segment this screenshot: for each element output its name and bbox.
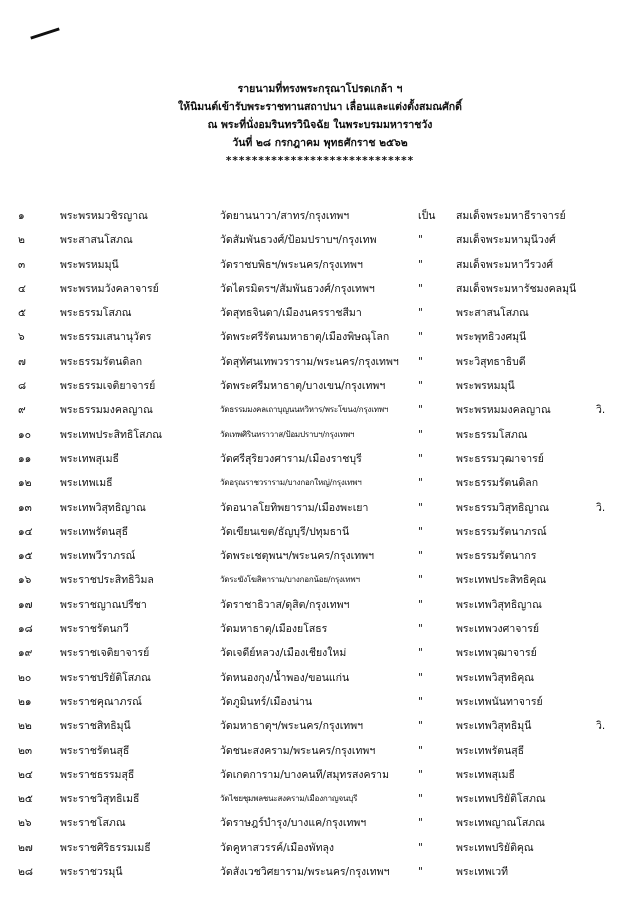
- connector-text: ": [418, 623, 423, 636]
- entry-note: วิ.: [596, 720, 606, 733]
- monk-current-title: พระราชสิทธิมุนี: [60, 720, 131, 733]
- list-item: [18, 447, 630, 471]
- monk-current-title: พระพรหมมุนี: [60, 258, 119, 271]
- entry-number: ๑๗: [18, 598, 33, 611]
- pen-stroke-mark: [30, 27, 59, 39]
- header-line-3: ณ พระที่นั่งอมรินทรวินิจฉัย ในพระบรมมหาราชวัง: [207, 119, 433, 131]
- temple-location: วัดสุทธจินดา/เมืองนครราชสีมา: [220, 307, 362, 320]
- temple-location: วัดเทพศิรินทราวาส/ป้อมปราบฯ/กรุงเทพฯ: [220, 429, 355, 439]
- new-title: สมเด็จพระมหารัชมงคลมุนี: [456, 282, 577, 295]
- temple-location: วัดมหาธาตุ/เมืองยโสธร: [220, 623, 328, 636]
- list-item: [18, 253, 630, 277]
- entry-number: ๑๖: [18, 574, 32, 587]
- monk-current-title: พระธรรมเจติยาจารย์: [60, 380, 156, 393]
- new-title: พระเทพวิสุทธิมุนี: [456, 720, 532, 733]
- temple-location: วัดศรีสุริยวงศาราม/เมืองราชบุรี: [220, 452, 362, 465]
- connector-text: ": [418, 720, 423, 733]
- connector-text: ": [418, 793, 423, 806]
- list-item: [18, 398, 630, 422]
- new-title: พระธรรมโสภณ: [456, 428, 528, 441]
- monk-current-title: พระราชประสิทธิวิมล: [60, 574, 154, 587]
- new-title: พระเทพนันทาจารย์: [456, 695, 543, 708]
- connector-text: ": [418, 258, 423, 271]
- new-title: พระพรหมมงคลญาณ: [456, 404, 551, 417]
- monk-current-title: พระพรหมวชิรญาณ: [60, 210, 148, 222]
- connector-text: ": [418, 598, 423, 611]
- connector-text: ": [418, 671, 423, 684]
- temple-location: วัดมหาธาตุฯ/พระนคร/กรุงเทพฯ: [220, 720, 364, 733]
- monk-current-title: พระราชรัตนสุธี: [60, 744, 130, 757]
- entry-number: ๑๔: [18, 525, 33, 538]
- temple-location: วัดเจดีย์หลวง/เมืองเชียงใหม่: [220, 647, 347, 660]
- connector-text: ": [418, 452, 423, 465]
- monk-current-title: พระเทพวีราภรณ์: [60, 550, 136, 563]
- monk-current-title: พระราชธรรมสุธี: [60, 768, 135, 781]
- monk-current-title: พระเทพสุเมธี: [60, 452, 119, 465]
- entry-number: ๑: [18, 210, 25, 222]
- monk-current-title: พระราชคุณาภรณ์: [60, 695, 142, 708]
- entry-number: ๖: [18, 331, 25, 344]
- list-item: [18, 520, 630, 544]
- list-item: [18, 374, 630, 398]
- new-title: พระพรหมมุนี: [456, 380, 515, 393]
- entry-number: ๑๘: [18, 623, 33, 636]
- new-title: พระเทพวิสุทธิคุณ: [456, 671, 535, 684]
- entry-number: ๗: [18, 355, 26, 368]
- new-title: พระพุทธิวงศมุนี: [456, 331, 527, 344]
- list-item: [18, 301, 630, 325]
- monk-current-title: พระธรรมรัตนดิลก: [60, 355, 143, 368]
- temple-location: วัดไตรมิตรฯ/สัมพันธวงศ์/กรุงเทพฯ: [220, 282, 375, 295]
- list-item: [18, 350, 630, 374]
- connector-text: ": [418, 744, 423, 757]
- new-title: พระเทพปริยัติคุณ: [456, 841, 534, 854]
- list-item: [18, 714, 630, 738]
- temple-location: วัดราษฎร์บำรุง/บางแค/กรุงเทพฯ: [220, 817, 367, 830]
- connector-text: ": [418, 525, 423, 538]
- list-item: [18, 811, 630, 835]
- monk-current-title: พระเทพประสิทธิโสภณ: [60, 428, 163, 441]
- connector-text: ": [418, 817, 423, 830]
- temple-location: วัดไชยชุมพลชนะสงคราม/เมืองกาญจนบุรี: [220, 794, 358, 804]
- connector-text: ": [418, 477, 423, 490]
- monk-current-title: พระราชวิสุทธิเมธี: [60, 793, 140, 806]
- monk-current-title: พระราชญาณปรีชา: [60, 598, 147, 611]
- list-item: [18, 277, 630, 301]
- connector-text: ": [418, 355, 423, 368]
- new-title: สมเด็จพระมหาธีราจารย์: [456, 210, 566, 222]
- temple-location: วัดธรรมมงคลเถาบุญนนทวิหาร/พระโขนง/กรุงเทพฯ: [220, 405, 389, 415]
- header-line-2: ให้นิมนต์เข้ารับพระราชทานสถาปนา เลื่อนและแต่งตั้งสมณศักดิ์: [178, 101, 462, 113]
- new-title: พระเทพวิสุทธิญาณ: [456, 598, 542, 611]
- temple-location: วัดสุทัศนเทพวราราม/พระนคร/กรุงเทพฯ: [220, 355, 399, 368]
- list-item: [18, 568, 630, 592]
- new-title: พระวิสุทธาธิบดี: [456, 355, 526, 368]
- connector-text: ": [418, 501, 423, 514]
- monk-current-title: พระเทพรัตนสุธี: [60, 525, 129, 538]
- entry-note: วิ.: [596, 404, 606, 417]
- connector-text: ": [418, 768, 423, 781]
- list-item: [18, 228, 630, 252]
- list-item: [18, 763, 630, 787]
- temple-location: วัดยานนาวา/สาทร/กรุงเทพฯ: [220, 210, 350, 222]
- new-title: พระธรรมวุฒาจารย์: [456, 452, 544, 465]
- connector-text: เป็น: [418, 210, 436, 222]
- monk-current-title: พระราชวรมุนี: [60, 866, 123, 879]
- entry-number: ๒๕: [18, 793, 33, 806]
- new-title: พระสาสนโสภณ: [456, 307, 529, 320]
- list-item: [18, 204, 630, 228]
- monk-current-title: พระพรหมวังคลาจารย์: [60, 282, 159, 295]
- monk-current-title: พระธรรมโสภณ: [60, 307, 132, 320]
- monk-current-title: พระสาสนโสภณ: [60, 234, 133, 247]
- connector-text: ": [418, 331, 423, 344]
- connector-text: ": [418, 282, 423, 295]
- list-item: [18, 423, 630, 447]
- list-item: [18, 617, 630, 641]
- temple-location: วัดระฆังโฆสิตาราม/บางกอกน้อย/กรุงเทพฯ: [220, 575, 360, 585]
- entry-number: ๒๑: [18, 695, 32, 708]
- monk-current-title: พระเทพวิสุทธิญาณ: [60, 501, 146, 514]
- new-title: พระเทพเวที: [456, 866, 509, 879]
- list-item: [18, 544, 630, 568]
- connector-text: ": [418, 695, 423, 708]
- entry-number: ๒๒: [18, 720, 32, 733]
- connector-text: ": [418, 574, 423, 587]
- entry-number: ๑๕: [18, 550, 33, 563]
- new-title: พระธรรมรัตนากร: [456, 550, 537, 563]
- entry-number: ๕: [18, 307, 26, 320]
- connector-text: ": [418, 404, 423, 417]
- entry-number: ๒๖: [18, 817, 32, 830]
- connector-text: ": [418, 647, 423, 660]
- list-item: [18, 593, 630, 617]
- connector-text: ": [418, 307, 423, 320]
- list-item: [18, 836, 630, 860]
- new-title: พระเทพวงศาจารย์: [456, 623, 540, 636]
- monk-current-title: พระราชศิริธรรมเมธี: [60, 841, 151, 854]
- temple-location: วัดราชบพิธฯ/พระนคร/กรุงเทพฯ: [220, 258, 363, 271]
- list-item: [18, 666, 630, 690]
- new-title: พระเทพรัตนสุธี: [456, 744, 525, 757]
- entry-number: ๔: [18, 282, 26, 295]
- new-title: พระเทพวุฒาจารย์: [456, 647, 537, 660]
- connector-text: ": [418, 550, 423, 563]
- connector-text: ": [418, 428, 423, 441]
- list-item: [18, 739, 630, 763]
- monk-current-title: พระธรรมเสนานุวัตร: [60, 331, 152, 344]
- temple-location: วัดพระศรีมหาธาตุ/บางเขน/กรุงเทพฯ: [220, 380, 386, 393]
- list-item: [18, 860, 630, 884]
- document-header: [0, 80, 640, 170]
- list-item: [18, 641, 630, 665]
- temple-location: วัดหนองกุง/น้ำพอง/ขอนแก่น: [220, 671, 350, 684]
- entry-number: ๒๗: [18, 841, 33, 854]
- temple-location: วัดชนะสงคราม/พระนคร/กรุงเทพฯ: [220, 744, 376, 757]
- new-title: พระเทพญาณโสภณ: [456, 817, 545, 830]
- new-title: พระธรรมรัตนดิลก: [456, 477, 539, 490]
- temple-location: วัดเขียนเขต/ธัญบุรี/ปทุมธานี: [220, 525, 350, 538]
- appointment-list: [18, 204, 630, 884]
- entry-number: ๒๓: [18, 744, 33, 757]
- connector-text: ": [418, 841, 423, 854]
- monk-current-title: พระเทพเมธี: [60, 477, 113, 490]
- new-title: พระธรรมวิสุทธิญาณ: [456, 501, 550, 514]
- entry-number: ๓: [18, 258, 26, 271]
- temple-location: วัดคูหาสวรรค์/เมืองพัทลุง: [220, 841, 335, 854]
- header-date: วันที่ ๒๘ กรกฎาคม พุทธศักราช ๒๕๖๒: [232, 137, 408, 149]
- entry-number: ๑๙: [18, 647, 33, 660]
- list-item: [18, 496, 630, 520]
- temple-location: วัดพระศรีรัตนมหาธาตุ/เมืองพิษณุโลก: [220, 331, 390, 344]
- monk-current-title: พระธรรมมงคลญาณ: [60, 404, 153, 417]
- list-item: [18, 690, 630, 714]
- entry-number: ๑๐: [18, 428, 32, 441]
- temple-location: วัดภูมินทร์/เมืองน่าน: [220, 695, 313, 708]
- temple-location: วัดเกตการาม/บางคนที/สมุทรสงคราม: [220, 768, 389, 781]
- new-title: สมเด็จพระมหามุนีวงศ์: [456, 234, 556, 247]
- entry-note: วิ.: [596, 501, 606, 514]
- entry-number: ๒๘: [18, 866, 34, 879]
- monk-current-title: พระราชรัตนกวี: [60, 623, 129, 636]
- temple-location: วัดราชาธิวาส/ดุสิต/กรุงเทพฯ: [220, 598, 350, 611]
- temple-location: วัดพระเชตุพนฯ/พระนคร/กรุงเทพฯ: [220, 550, 375, 563]
- temple-location: วัดอนาลโยทิพยาราม/เมืองพะเยา: [220, 501, 369, 514]
- connector-text: ": [418, 380, 423, 393]
- entry-number: ๑๓: [18, 501, 32, 514]
- temple-location: วัดอรุณราชวราราม/บางกอกใหญ่/กรุงเทพฯ: [220, 478, 362, 488]
- entry-number: ๑๑: [18, 452, 32, 465]
- list-item: [18, 325, 630, 349]
- monk-current-title: พระราชเจติยาจารย์: [60, 647, 150, 660]
- entry-number: ๒: [18, 234, 25, 247]
- entry-number: ๑๒: [18, 477, 32, 490]
- monk-current-title: พระราชปริยัติโสภณ: [60, 671, 151, 684]
- temple-location: วัดสังเวชวิศยาราม/พระนคร/กรุงเทพฯ: [220, 866, 390, 879]
- monk-current-title: พระราชโสภณ: [60, 817, 126, 830]
- header-line-1: รายนามที่ทรงพระกรุณาโปรดเกล้า ฯ: [237, 83, 403, 95]
- new-title: สมเด็จพระมหาวีรวงศ์: [456, 258, 554, 271]
- list-item: [18, 787, 630, 811]
- list-item: [18, 471, 630, 495]
- header-separator: *****************************: [225, 155, 415, 167]
- connector-text: ": [418, 866, 423, 879]
- entry-number: ๘: [18, 380, 27, 393]
- new-title: พระเทพปริยัติโสภณ: [456, 793, 546, 806]
- entry-number: ๙: [18, 404, 26, 417]
- new-title: พระเทพประสิทธิคุณ: [456, 574, 547, 587]
- new-title: พระเทพสุเมธี: [456, 768, 515, 781]
- entry-number: ๒๔: [18, 768, 33, 781]
- temple-location: วัดสัมพันธวงศ์/ป้อมปราบฯ/กรุงเทพ: [220, 234, 377, 247]
- connector-text: ": [418, 234, 423, 247]
- new-title: พระธรรมรัตนาภรณ์: [456, 525, 547, 538]
- entry-number: ๒๐: [18, 671, 32, 684]
